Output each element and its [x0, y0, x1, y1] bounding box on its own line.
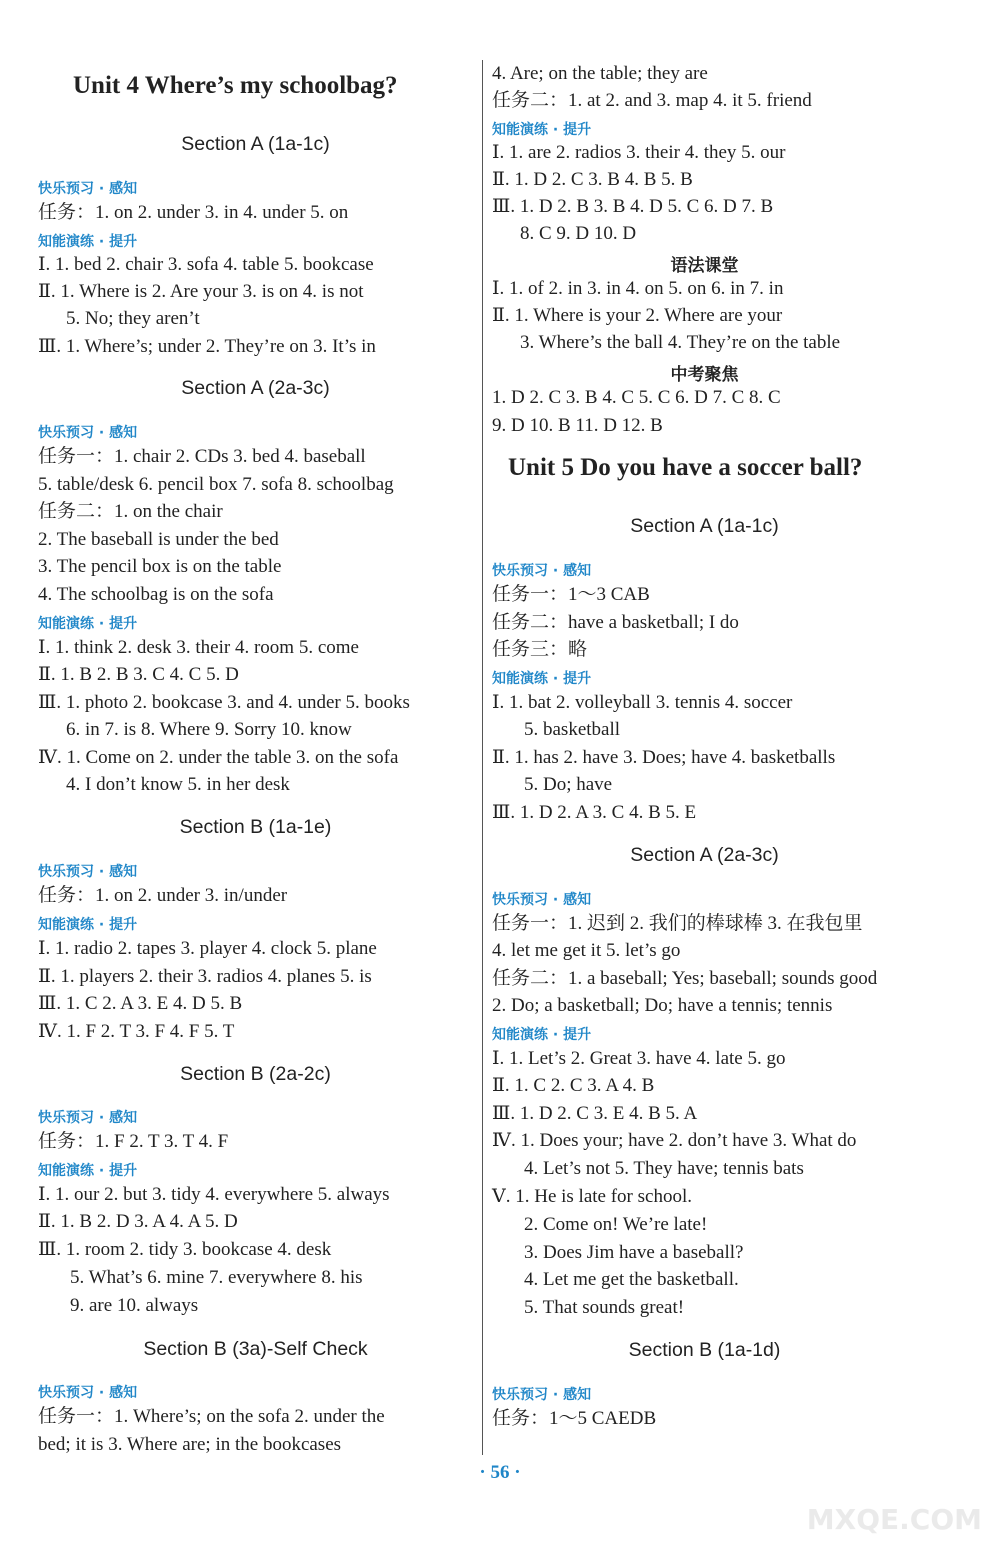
answer-line: 9. are 10. always	[70, 1295, 199, 1316]
preview-tag: 快乐预习 · 感知	[38, 181, 138, 197]
preview-tag: 快乐预习 · 感知	[38, 1385, 138, 1401]
answer-line: 任务一：1. Where’s; on the sofa 2. under the	[38, 1406, 385, 1427]
answer-line: 2. Do; a basketball; Do; have a tennis; tennis	[492, 995, 833, 1016]
exam-focus-heading: 中考聚焦	[670, 365, 739, 385]
answer-line: Ⅱ. 1. Where is your 2. Where are your	[492, 305, 783, 326]
answer-line: 2. The baseball is under the bed	[38, 529, 279, 550]
preview-tag: 快乐预习 · 感知	[492, 563, 592, 579]
answer-line: 任务：1. F 2. T 3. T 4. F	[38, 1131, 229, 1152]
answer-line: Ⅳ. 1. F 2. T 3. F 4. F 5. T	[38, 1021, 235, 1042]
answer-line: Ⅲ. 1. D 2. C 3. E 4. B 5. A	[492, 1103, 698, 1124]
answer-line: 任务一：1. 迟到 2. 我们的棒球棒 3. 在我包里	[492, 913, 863, 934]
answer-line: Ⅳ. 1. Does your; have 2. don’t have 3. What do	[492, 1130, 857, 1151]
practice-tag: 知能演练 · 提升	[38, 234, 138, 250]
section-title: Section A (2a-3c)	[181, 377, 330, 399]
column-divider	[482, 60, 483, 1455]
answer-line: 4. Are; on the table; they are	[492, 63, 708, 84]
answer-line: 3. Where’s the ball 4. They’re on the table	[520, 332, 841, 353]
answer-line: 5. No; they aren’t	[66, 308, 200, 329]
unit5-title: Unit 5 Do you have a soccer ball?	[508, 454, 863, 481]
answer-line: 任务二：1. on the chair	[38, 501, 223, 522]
section-title: Section A (1a-1c)	[181, 133, 330, 155]
answer-line: Ⅱ. 1. players 2. their 3. radios 4. planes 5. is	[38, 966, 372, 987]
grammar-heading: 语法课堂	[670, 256, 739, 276]
answer-line: Ⅲ. 1. photo 2. bookcase 3. and 4. under 5. books	[38, 692, 410, 713]
answer-line: Ⅰ. 1. think 2. desk 3. their 4. room 5. come	[38, 637, 359, 658]
answer-line: Ⅲ. 1. Where’s; under 2. They’re on 3. It’s in	[38, 336, 376, 357]
answer-line: 3. The pencil box is on the table	[38, 556, 282, 577]
section-title: Section B (2a-2c)	[180, 1063, 331, 1085]
practice-tag: 知能演练 · 提升	[38, 917, 138, 933]
section-title: Section A (2a-3c)	[630, 844, 779, 866]
answer-line: Ⅱ. 1. has 2. have 3. Does; have 4. basketballs	[492, 747, 836, 768]
section-title: Section A (1a-1c)	[630, 515, 779, 537]
answer-line: 8. C 9. D 10. D	[520, 223, 637, 244]
answer-line: bed; it is 3. Where are; in the bookcases	[38, 1434, 342, 1455]
answer-line: 2. Come on! We’re late!	[524, 1214, 708, 1235]
watermark: MXQE.COM	[806, 1503, 982, 1536]
practice-tag: 知能演练 · 提升	[38, 616, 138, 632]
answer-line: 任务：1～5 CAEDB	[492, 1408, 657, 1429]
answer-line: 9. D 10. B 11. D 12. B	[492, 415, 663, 436]
answer-line: Ⅰ. 1. are 2. radios 3. their 4. they 5. our	[492, 142, 786, 163]
answer-line: 4. let me get it 5. let’s go	[492, 940, 681, 961]
answer-line: Ⅲ. 1. D 2. B 3. B 4. D 5. C 6. D 7. B	[492, 196, 774, 217]
answer-line: 4. Let’s not 5. They have; tennis bats	[524, 1158, 804, 1179]
answer-line: Ⅲ. 1. D 2. A 3. C 4. B 5. E	[492, 802, 697, 823]
practice-tag: 知能演练 · 提升	[492, 671, 592, 687]
answer-line: Ⅳ. 1. Come on 2. under the table 3. on the sofa	[38, 747, 399, 768]
answer-line: Ⅰ. 1. Let’s 2. Great 3. have 4. late 5. go	[492, 1048, 786, 1069]
answer-line: Ⅱ. 1. Where is 2. Are your 3. is on 4. is not	[38, 281, 364, 302]
answer-line: 1. D 2. C 3. B 4. C 5. C 6. D 7. C 8. C	[492, 387, 781, 408]
answer-line: Ⅱ. 1. C 2. C 3. A 4. B	[492, 1075, 655, 1096]
answer-line: 任务一：1～3 CAB	[492, 584, 650, 605]
answer-line: 3. Does Jim have a baseball?	[524, 1242, 744, 1263]
answer-line: Ⅱ. 1. B 2. D 3. A 4. A 5. D	[38, 1211, 238, 1232]
answer-line: 任务二：1. at 2. and 3. map 4. it 5. friend	[492, 90, 812, 111]
answer-line: 任务二：1. a baseball; Yes; baseball; sounds good	[492, 968, 878, 989]
answer-line: 任务一：1. chair 2. CDs 3. bed 4. baseball	[38, 446, 366, 467]
answer-line: 5. What’s 6. mine 7. everywhere 8. his	[70, 1267, 363, 1288]
preview-tag: 快乐预习 · 感知	[492, 1387, 592, 1403]
answer-line: Ⅱ. 1. D 2. C 3. B 4. B 5. B	[492, 169, 693, 190]
answer-line: Ⅴ. 1. He is late for school.	[492, 1186, 692, 1207]
answer-line: 4. Let me get the basketball.	[524, 1269, 739, 1290]
answer-line: Ⅰ. 1. our 2. but 3. tidy 4. everywhere 5. always	[38, 1184, 390, 1205]
answer-line: Ⅰ. 1. bed 2. chair 3. sofa 4. table 5. bookcase	[38, 254, 374, 275]
section-title: Section B (1a-1d)	[628, 1339, 781, 1361]
page-number: · 56 ·	[479, 1462, 521, 1483]
answer-line: Ⅲ. 1. C 2. A 3. E 4. D 5. B	[38, 993, 243, 1014]
answer-line: 任务：1. on 2. under 3. in 4. under 5. on	[38, 202, 349, 223]
unit4-title: Unit 4 Where’s my schoolbag?	[73, 72, 398, 99]
answer-line: 任务三：略	[492, 639, 588, 660]
answer-line: Ⅰ. 1. radio 2. tapes 3. player 4. clock 5. plane	[38, 938, 377, 959]
answer-line: 任务：1. on 2. under 3. in/under	[38, 885, 288, 906]
preview-tag: 快乐预习 · 感知	[38, 1110, 138, 1126]
answer-line: Ⅲ. 1. room 2. tidy 3. bookcase 4. desk	[38, 1239, 332, 1260]
answer-line: Ⅱ. 1. B 2. B 3. C 4. C 5. D	[38, 664, 239, 685]
answer-line: 5. That sounds great!	[524, 1297, 685, 1318]
answer-line: 6. in 7. is 8. Where 9. Sorry 10. know	[66, 719, 352, 740]
answer-line: Ⅰ. 1. bat 2. volleyball 3. tennis 4. soccer	[492, 692, 793, 713]
answer-line: 5. Do; have	[524, 774, 613, 795]
answer-line: Ⅰ. 1. of 2. in 3. in 4. on 5. on 6. in 7. in	[492, 278, 784, 299]
answer-line: 任务二：have a basketball; I do	[492, 612, 739, 633]
answer-line: 4. I don’t know 5. in her desk	[66, 774, 290, 795]
answer-line: 5. table/desk 6. pencil box 7. sofa 8. schoolbag	[38, 474, 394, 495]
practice-tag: 知能演练 · 提升	[492, 1027, 592, 1043]
practice-tag: 知能演练 · 提升	[492, 122, 592, 138]
section-title: Section B (1a-1e)	[179, 816, 332, 838]
section-title: Section B (3a)-Self Check	[143, 1338, 368, 1360]
practice-tag: 知能演练 · 提升	[38, 1163, 138, 1179]
answer-line: 4. The schoolbag is on the sofa	[38, 584, 274, 605]
preview-tag: 快乐预习 · 感知	[38, 864, 138, 880]
preview-tag: 快乐预习 · 感知	[492, 892, 592, 908]
preview-tag: 快乐预习 · 感知	[38, 425, 138, 441]
answer-line: 5. basketball	[524, 719, 621, 740]
